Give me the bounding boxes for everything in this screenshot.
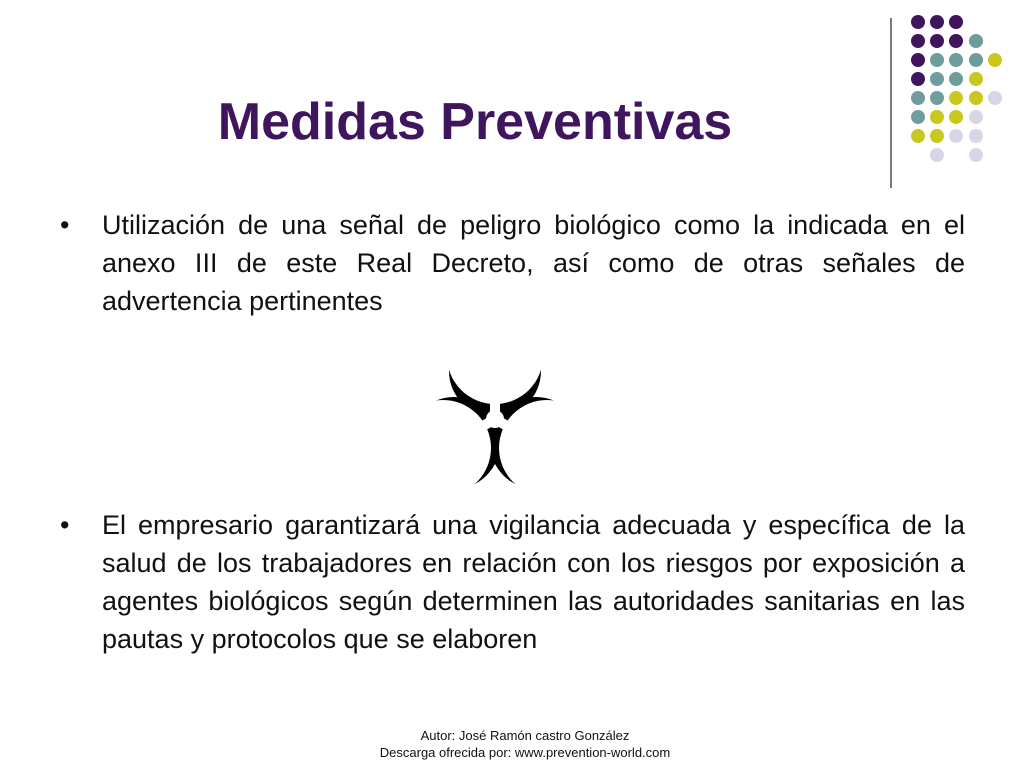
decorative-dot bbox=[911, 53, 925, 67]
decorative-dot bbox=[911, 34, 925, 48]
footer-source: Descarga ofrecida por: www.prevention-world.com bbox=[379, 745, 671, 760]
decorative-dot bbox=[988, 91, 1002, 105]
decorative-dot bbox=[969, 129, 983, 143]
decorative-dot bbox=[911, 91, 925, 105]
footer-author: Autor: José Ramón castro González bbox=[420, 728, 630, 743]
decorative-dot bbox=[930, 110, 944, 124]
decorative-dot bbox=[930, 53, 944, 67]
decorative-dot bbox=[969, 34, 983, 48]
bullet-text: Utilización de una señal de peligro biológico como la indicada en el anexo III de este Real Decreto, así como de otras señales de advertencia pertinentes bbox=[102, 210, 965, 316]
bullet-text: El empresario garantizará una vigilancia adecuada y específica de la salud de los trabajadores en relación con los riesgos por exposición a agentes biológicos según determinen las autoridades sanitarias en las pautas y protocolos que se elaboren bbox=[102, 510, 965, 654]
decorative-dot bbox=[969, 72, 983, 86]
decorative-dot bbox=[949, 53, 963, 67]
decorative-dot bbox=[930, 72, 944, 86]
decorative-dot bbox=[930, 34, 944, 48]
decorative-dot bbox=[930, 129, 944, 143]
decorative-dot bbox=[949, 34, 963, 48]
biohazard-icon bbox=[402, 325, 588, 497]
decorative-dot bbox=[969, 148, 983, 162]
decorative-dot bbox=[949, 15, 963, 29]
bullet-marker: • bbox=[60, 510, 70, 540]
decorative-dot bbox=[949, 110, 963, 124]
decorative-dot bbox=[949, 72, 963, 86]
decorative-dot bbox=[988, 53, 1002, 67]
decorative-dot bbox=[930, 91, 944, 105]
bullet-item bbox=[60, 206, 965, 320]
bullet-marker: • bbox=[60, 210, 70, 240]
bullet-item bbox=[60, 506, 965, 658]
decorative-dot bbox=[911, 72, 925, 86]
decorative-dot bbox=[911, 129, 925, 143]
decorative-dot bbox=[930, 148, 944, 162]
slide-title: Medidas Preventivas bbox=[217, 93, 733, 151]
decorative-dot bbox=[949, 129, 963, 143]
decorative-dot bbox=[911, 15, 925, 29]
decorative-dot bbox=[930, 15, 944, 29]
footer bbox=[330, 727, 720, 761]
decorative-dot bbox=[911, 110, 925, 124]
decorative-dot bbox=[969, 91, 983, 105]
decorative-dot-grid bbox=[0, 0, 1024, 200]
decorative-dot bbox=[969, 110, 983, 124]
decorative-dot bbox=[949, 91, 963, 105]
decorative-dot bbox=[969, 53, 983, 67]
